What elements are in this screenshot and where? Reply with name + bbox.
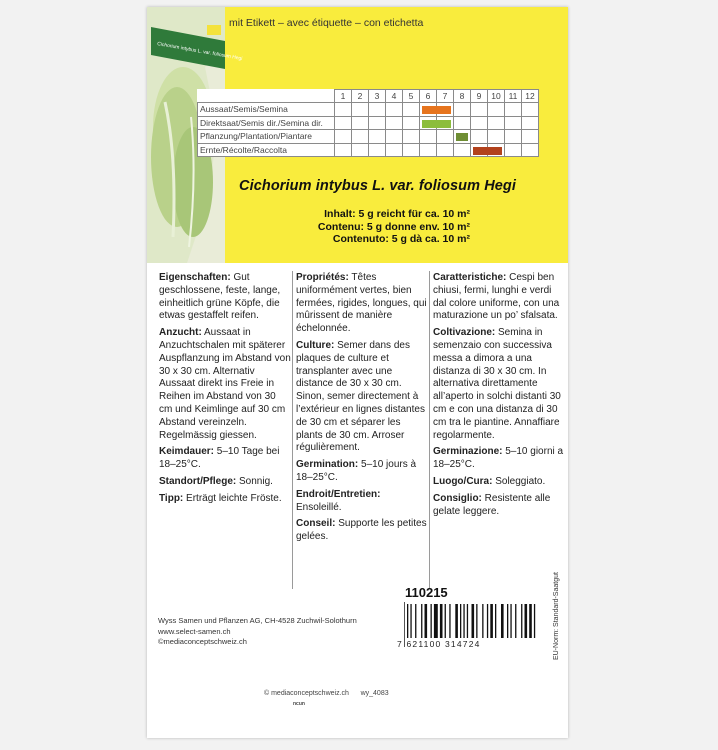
contents-fr: Contenu: 5 g donne env. 10 m² [317,220,470,233]
paragraph: Coltivazione: Semina in semenzaio con successiva messa a dimora a una distanza di 30 x 30 cm. In alternativa direttamente all’aperto in solchi distanti 30 cm e con una distanza di 30 cm tra le piantine. Annaffiare regolarmente. [433,327,561,441]
month-cell [505,103,522,117]
barcode-bar [455,604,458,638]
paragraph: Endroit/Entretien: Ensoleillé. [296,488,381,513]
barcode-bar [440,604,443,638]
barcode-bar [410,604,411,638]
calendar-row [198,130,539,144]
sowing-calendar [197,89,539,157]
period-bar [473,147,488,155]
column-italian [433,272,565,522]
calendar-row-label: Direktsaat/Semis dir./Semina dir. [198,116,335,130]
barcode-bar [445,604,446,638]
month-label: 2 [352,90,369,103]
month-cell [403,143,420,157]
company-address: Wyss Samen und Pflanzen AG, CH-4528 Zuchwil-Solothurn [158,616,357,625]
month-cell [386,116,403,130]
paragraph: Keimdauer: 5–10 Tage bei 18–25°C. [159,446,280,471]
month-cell [403,116,420,130]
barcode-bar [495,604,496,638]
barcode-number: 7 621100 314724 [397,639,481,649]
month-cell [454,130,471,144]
barcode-bar [525,604,528,638]
barcode-bar [490,604,493,638]
column-german [159,272,291,510]
month-cell [488,143,505,157]
month-label: 10 [488,90,505,103]
barcode-bar [449,604,450,638]
barcode-bar [425,604,428,638]
barcode-bar [501,604,504,638]
month-cell [403,103,420,117]
footer-brand: ncun [293,701,305,707]
paragraph: Anzucht: Aussaat in Anzuchtschalen mit späterer Auspflanzung im Abstand von 30 x 30 cm. Alternativ Aussaat direkt ins Freie in Reihen im Abstand von 30 cm und Keimlinge auf 30 cm Abstand vereinzeln. Regelmässig giessen. [159,327,291,441]
month-cell [488,130,505,144]
label-note: mit Etikett – avec étiquette – con etichetta [229,17,424,29]
month-label: 9 [471,90,488,103]
paragraph: Standort/Pflege: Sonnig. [159,475,273,487]
barcode-bar [476,604,477,638]
month-cell [335,130,352,144]
period-bar [422,106,437,114]
month-label: 1 [335,90,352,103]
month-cell [454,116,471,130]
calendar-row [198,116,539,130]
month-cell [488,116,505,130]
barcode-bar [534,604,535,638]
contents-it: Contenuto: 5 g dà ca. 10 m² [332,233,470,245]
barcode-bar [515,604,516,638]
month-cell [369,130,386,144]
paragraph: Luogo/Cura: Soleggiato. [433,475,546,487]
barcode-bar [521,604,522,638]
paragraph: Caratteristiche: Cespi ben chiusi, fermi, lunghi e verdi dal colore uniforme, con una maturazione un po’ sfalsata. [433,272,560,322]
month-cell [352,103,369,117]
month-cell [505,116,522,130]
paragraph: Tipp: Erträgt leichte Fröste. [159,492,282,504]
month-cell [437,143,454,157]
paragraph: Consiglio: Resistente alle gelate leggere. [433,492,551,517]
period-bar [436,106,451,114]
barcode-bar [407,604,408,638]
month-cell [522,130,539,144]
month-label: 5 [403,90,420,103]
barcode-bar [463,604,464,638]
calendar-row-label: Pflanzung/Plantation/Piantare [198,130,335,144]
company-copyright: ©mediaconceptschweiz.ch [158,637,247,646]
month-cell [437,103,454,117]
month-cell [437,130,454,144]
month-label: 7 [437,90,454,103]
month-cell [471,103,488,117]
paragraph: Conseil: Supporte les petites gelées. [296,518,427,543]
month-cell [352,116,369,130]
month-cell [471,130,488,144]
column-divider [429,271,430,589]
month-cell [386,130,403,144]
month-cell [335,103,352,117]
calendar-row [198,103,539,117]
month-cell [352,130,369,144]
barcode-bar [487,604,488,638]
barcode-bar [507,604,508,638]
contents-info [318,208,470,246]
barcode [405,604,549,640]
month-cell [454,143,471,157]
company-website: www.select-samen.ch [158,626,231,636]
eu-norm-label: EU-Norm: Standard-Saatgut [553,572,560,660]
paragraph: Eigenschaften: Gut geschlossene, feste, lange, einheitlich grüne Köpfe, die etwas gestaffelt reifen. [159,272,281,322]
barcode-bar [482,604,483,638]
paragraph: Germinazione: 5–10 giorni a 18–25°C. [433,446,564,471]
article-number: 110215 [405,585,448,600]
column-divider [292,271,293,589]
month-cell [471,143,488,157]
month-cell [386,103,403,117]
svg-text:Cichorium intybus L. var. foli: Cichorium intybus L. var. foliosum Hegi [156,41,243,62]
calendar-header [198,90,539,103]
month-cell [420,116,437,130]
month-cell [488,103,505,117]
month-cell [420,103,437,117]
month-cell [352,143,369,157]
month-cell [454,103,471,117]
barcode-bar [421,604,422,638]
barcode-bar [510,604,511,638]
paragraph: Germination: 5–10 jours à 18–25°C. [296,459,417,483]
month-cell [335,143,352,157]
month-cell [522,116,539,130]
company-info [158,616,357,648]
species-title: Cichorium intybus L. var. foliosum Hegi [239,178,517,194]
month-label: 11 [505,90,522,103]
barcode-bar [529,604,532,638]
barcode-bar [460,604,461,638]
month-cell [335,116,352,130]
month-cell [420,143,437,157]
calendar-row [198,143,539,157]
barcode-bar [472,604,475,638]
month-cell [420,130,437,144]
month-cell [386,143,403,157]
month-label: 4 [386,90,403,103]
month-cell [437,116,454,130]
month-cell [369,103,386,117]
month-cell [369,116,386,130]
calendar-row-label: Ernte/Récolte/Raccolta [198,143,335,157]
period-bar [456,133,468,141]
barcode-bar [434,604,438,638]
yellow-header [147,7,568,263]
paragraph: Culture: Semer dans des plaques de culture et transplanter avec une distance de 30 x 30 cm. Sinon, semer directement à l’extérieur en lignes distantes de 30 cm et séparer les plants de 30 cm. Arroser régulièrement. [296,339,425,454]
month-cell [505,130,522,144]
period-bar [487,147,502,155]
month-cell [522,103,539,117]
footer-copyright: © mediaconceptschweiz.ch [264,690,349,697]
month-label: 3 [369,90,386,103]
calendar-row-label: Aussaat/Semis/Semina [198,103,335,117]
contents-de: Inhalt: 5 g reicht für ca. 10 m² [324,208,470,220]
month-cell [505,143,522,157]
month-label: 12 [522,90,539,103]
footer-code: wy_4083 [360,690,389,697]
month-cell [369,143,386,157]
barcode-bar [431,604,432,638]
period-bar [436,120,451,128]
month-cell [471,116,488,130]
barcode-bar [415,604,416,638]
month-label: 6 [420,90,437,103]
calendar-rows [198,103,539,157]
barcode-bar [467,604,468,638]
footer-credit [264,690,389,697]
column-french [296,272,428,548]
paragraph: Propriétés: Têtes uniformément vertes, bien fermées, rigides, longues, qui mûrissent de manière échelonnée. [296,272,427,335]
month-label: 8 [454,90,471,103]
month-cell [403,130,420,144]
month-cell [522,143,539,157]
period-bar [422,120,437,128]
